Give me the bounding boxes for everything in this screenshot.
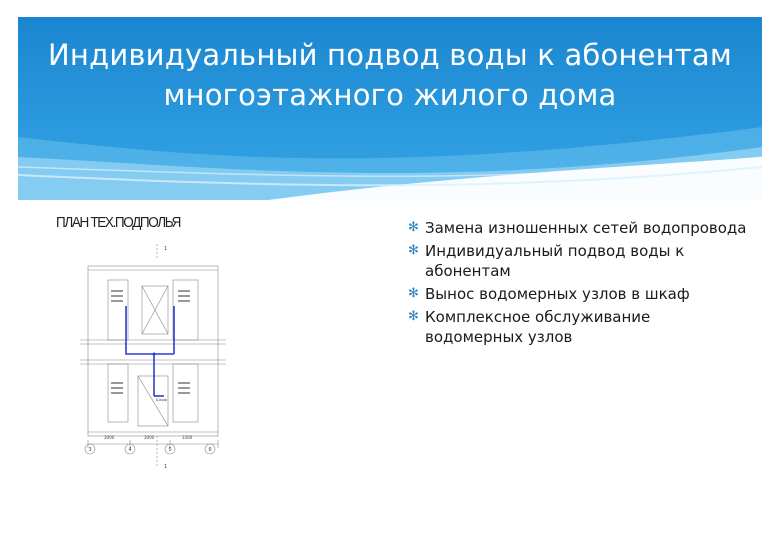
slide-title — [18, 35, 762, 115]
star-bullet-icon: ✻ — [408, 286, 419, 301]
bullet-item — [408, 307, 748, 347]
bullet-text: Комплексное обслуживание водомерных узлов — [425, 308, 651, 346]
star-bullet-icon: ✻ — [408, 220, 419, 235]
section-mark-bottom: 1 — [164, 464, 168, 470]
cabinet-label: Шкаф — [156, 398, 167, 402]
pipe-node — [153, 353, 156, 356]
dim-3: 3300 — [182, 435, 193, 440]
bullet-list — [408, 218, 748, 350]
slide-title-line-2: многоэтажного жилого дома — [163, 78, 617, 112]
slide-title-line-1: Индивидуальный подвод воды к абонентам — [48, 38, 732, 72]
star-bullet-icon: ✻ — [408, 243, 419, 258]
basement-plan-drawing — [78, 236, 228, 472]
title-banner — [18, 17, 762, 200]
bullet-item — [408, 218, 748, 238]
bullet-text: Вынос водомерных узлов в шкаф — [425, 285, 690, 303]
bullet-text: Замена изношенных сетей водопровода — [425, 219, 747, 237]
axis-label-3: 3 — [88, 447, 92, 453]
dim-2: 3000 — [144, 435, 155, 440]
axis-label-5: 5 — [168, 447, 172, 453]
axis-label-4: 4 — [128, 447, 132, 453]
bullet-item — [408, 284, 748, 304]
axis-label-6: 6 — [208, 447, 212, 453]
section-mark-top: 1 — [164, 246, 168, 252]
bullet-item — [408, 241, 748, 281]
star-bullet-icon: ✻ — [408, 309, 419, 324]
bullet-text: Индивидуальный подвод воды к абонентам — [425, 242, 685, 280]
dim-1: 3000 — [104, 435, 115, 440]
plan-heading: ПЛАН ТЕХ.ПОДПОЛЬЯ — [56, 214, 181, 231]
